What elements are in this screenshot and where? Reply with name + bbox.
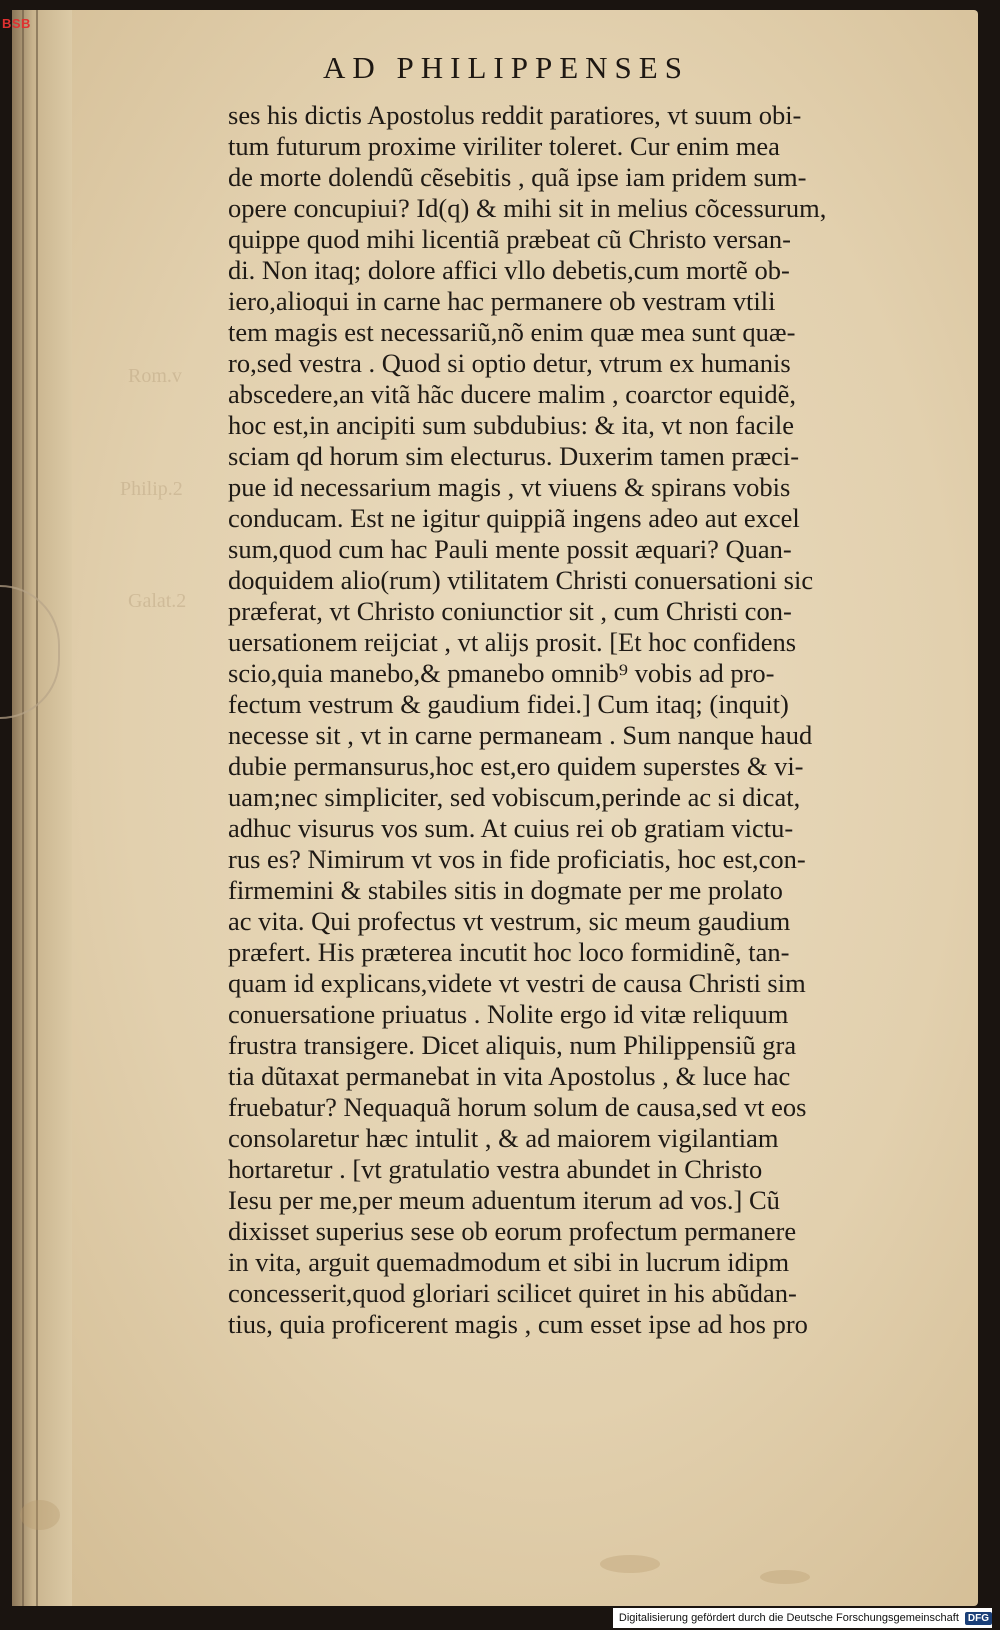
- text-line: firmemini & stabiles sitis in dogmate per me prolato: [228, 875, 783, 905]
- text-line: ses his dictis Apostolus reddit paratiores, vt suum obi-: [228, 100, 802, 130]
- text-line: tum futurum proxime viriliter toleret. Cur enim mea: [228, 131, 780, 161]
- text-line: sum,quod cum hac Pauli mente possit æquari? Quan-: [228, 534, 792, 564]
- bleed-through-text: Philip.2: [120, 478, 183, 500]
- text-line: tius, quia proficerent magis , cum esset ipse ad hos pro: [228, 1309, 808, 1339]
- text-line: pue id necessarium magis , vt viuens & spirans vobis: [228, 472, 791, 502]
- text-line: ac vita. Qui profectus vt vestrum, sic meum gaudium: [228, 906, 791, 936]
- text-line: necesse sit , vt in carne permaneam . Sum nanque haud: [228, 720, 813, 750]
- text-line: quam id explicans,videte vt vestri de causa Christi sim: [228, 968, 806, 998]
- text-line: frustra transigere. Dicet aliquis, num Philippensiũ gra: [228, 1030, 797, 1060]
- text-line: adhuc visurus vos sum. At cuius rei ob gratiam victu-: [228, 813, 794, 843]
- text-line: consolaretur hæc intulit , & ad maiorem vigilantiam: [228, 1123, 779, 1153]
- text-line: quippe quod mihi licentiã præbeat cũ Christo versan-: [228, 224, 791, 254]
- text-line: in vita, arguit quemadmodum et sibi in lucrum idipm: [228, 1247, 790, 1277]
- gutter-line-2: [36, 10, 38, 1606]
- text-line: rus es? Nimirum vt vos in fide proficiatis, hoc est,con-: [228, 844, 806, 874]
- gutter-line-1: [22, 10, 24, 1606]
- commentary-text: [228, 100, 918, 1340]
- bleed-through-text: Rom.v: [128, 365, 182, 387]
- running-header: AD PHILIPPENSES: [323, 50, 689, 85]
- stain: [760, 1570, 810, 1584]
- text-line: abscedere,an vitã hãc ducere malim , coarctor equidẽ,: [228, 379, 796, 409]
- dfg-logo: DFG: [965, 1612, 992, 1625]
- stain: [600, 1555, 660, 1573]
- footer-text: Digitalisierung gefördert durch die Deutsche Forschungsgemeinschaft: [618, 1612, 959, 1624]
- text-line: hortaretur . [vt gratulatio vestra abundet in Christo: [228, 1154, 763, 1184]
- bleed-through-text: Galat.2: [128, 590, 187, 612]
- text-line: præfert. His præterea incutit hoc loco formidinẽ, tan-: [228, 937, 790, 967]
- text-line: tia dũtaxat permanebat in vita Apostolus , & luce hac: [228, 1061, 791, 1091]
- text-line: dixisset superius sese ob eorum profectum permanere: [228, 1216, 797, 1246]
- text-line: de morte dolendũ cẽsebitis , quã ipse iam pridem sum-: [228, 162, 807, 192]
- text-line: conuersatione priuatus . Nolite ergo id vitæ reliquum: [228, 999, 789, 1029]
- text-line: ro,sed vestra . Quod si optio detur, vtrum ex humanis: [228, 348, 791, 378]
- text-line: tem magis est necessariũ,nõ enim quæ mea sunt quæ-: [228, 317, 796, 347]
- text-line: dubie permansurus,hoc est,ero quidem superstes & vi-: [228, 751, 804, 781]
- text-line: di. Non itaq; dolore affici vllo debetis,cum mortẽ ob-: [228, 255, 790, 285]
- stain: [20, 1500, 60, 1530]
- text-line: fruebatur? Nequaquã horum solum de causa,sed vt eos: [228, 1092, 807, 1122]
- text-line: uam;nec simpliciter, sed vobiscum,perinde ac si dicat,: [228, 782, 801, 812]
- page-gutter: [12, 10, 72, 1606]
- text-line: iero,alioqui in carne hac permanere ob vestram vtili: [228, 286, 776, 316]
- dfg-footer: [613, 1608, 992, 1628]
- text-line: hoc est,in ancipiti sum subdubius: & ita, vt non facile: [228, 410, 794, 440]
- text-line: doquidem alio(rum) vtilitatem Christi conuersationi sic: [228, 565, 814, 595]
- library-mark: BSB: [2, 16, 31, 31]
- text-line: scio,quia manebo,& pmanebo omnib⁹ vobis ad pro-: [228, 658, 775, 688]
- text-line: conducam. Est ne igitur quippiã ingens adeo aut excel: [228, 503, 800, 533]
- text-line: opere concupiui? Id(q) & mihi sit in melius cõcessurum,: [228, 193, 827, 223]
- text-line: præferat, vt Christo coniunctior sit , cum Christi con-: [228, 596, 792, 626]
- text-line: sciam qd horum sim electurus. Duxerim tamen præci-: [228, 441, 800, 471]
- text-line: fectum vestrum & gaudium fidei.] Cum itaq; (inquit): [228, 689, 789, 719]
- text-line: uersationem reijciat , vt alijs prosit. [Et hoc confidens: [228, 627, 797, 657]
- text-line: concesserit,quod gloriari scilicet quiret in his abũdan-: [228, 1278, 797, 1308]
- text-line: Iesu per me,per meum aduentum iterum ad vos.] Cũ: [228, 1185, 780, 1215]
